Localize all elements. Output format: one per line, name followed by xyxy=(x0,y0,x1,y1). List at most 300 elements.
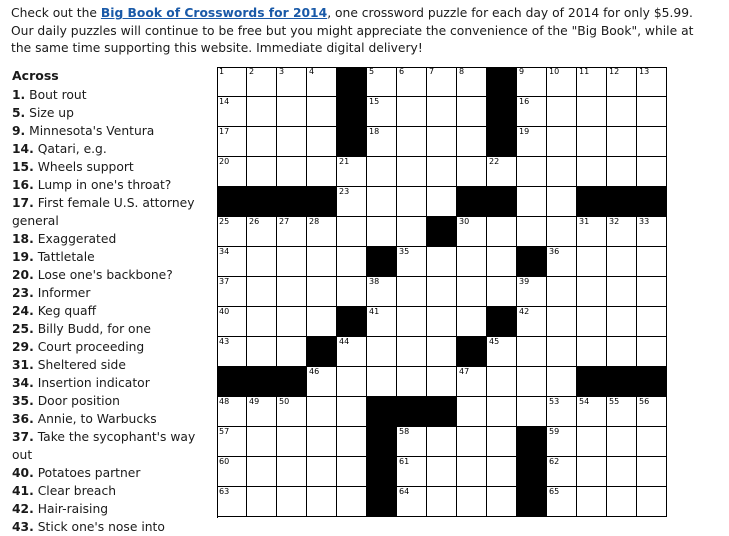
grid-cell[interactable] xyxy=(577,67,607,97)
cell-number: 32 xyxy=(609,217,620,226)
grid-cell[interactable] xyxy=(397,487,427,517)
grid-cell[interactable] xyxy=(547,307,577,337)
cell-number: 65 xyxy=(549,487,560,496)
clue-item[interactable] xyxy=(12,86,207,104)
grid-cell[interactable] xyxy=(607,247,637,277)
grid-cell[interactable] xyxy=(487,247,517,277)
grid-block xyxy=(637,187,667,217)
grid-cell[interactable] xyxy=(517,397,547,427)
grid-cell[interactable] xyxy=(577,337,607,367)
grid-cell[interactable] xyxy=(337,337,367,367)
grid-cell[interactable] xyxy=(397,367,427,397)
grid-block xyxy=(247,187,277,217)
grid-cell[interactable] xyxy=(517,187,547,217)
grid-cell[interactable] xyxy=(547,187,577,217)
clue-item[interactable] xyxy=(12,230,207,248)
cell-number: 11 xyxy=(579,67,590,76)
grid-cell[interactable] xyxy=(397,157,427,187)
cell-number: 40 xyxy=(219,307,230,316)
cell-number: 18 xyxy=(369,127,380,136)
grid-block xyxy=(397,397,427,427)
grid-cell[interactable] xyxy=(427,367,457,397)
grid-cell[interactable] xyxy=(487,157,517,187)
grid-cell[interactable] xyxy=(487,487,517,517)
clue-text: Annie, to Warbucks xyxy=(33,412,157,426)
grid-cell[interactable] xyxy=(457,277,487,307)
grid-cell[interactable] xyxy=(397,187,427,217)
grid-cell[interactable] xyxy=(547,397,577,427)
cell-number: 44 xyxy=(339,337,350,346)
cell-number: 26 xyxy=(249,217,260,226)
cell-number: 53 xyxy=(549,397,560,406)
clue-text: Billy Budd, for one xyxy=(33,322,151,336)
grid-cell[interactable] xyxy=(217,97,247,127)
grid-block xyxy=(487,187,517,217)
grid-cell[interactable] xyxy=(397,247,427,277)
grid-cell[interactable] xyxy=(277,487,307,517)
clue-text: Minnesota's Ventura xyxy=(25,124,155,138)
grid-block xyxy=(517,247,547,277)
cell-number: 3 xyxy=(279,67,285,76)
grid-cell[interactable] xyxy=(337,277,367,307)
grid-cell[interactable] xyxy=(427,487,457,517)
cell-number: 56 xyxy=(639,397,650,406)
clue-item[interactable] xyxy=(12,194,207,230)
grid-cell[interactable] xyxy=(547,157,577,187)
grid-cell[interactable] xyxy=(577,397,607,427)
grid-cell[interactable] xyxy=(307,157,337,187)
clue-item[interactable] xyxy=(12,122,207,140)
grid-cell[interactable] xyxy=(637,67,667,97)
grid-cell[interactable] xyxy=(637,307,667,337)
grid-cell[interactable] xyxy=(457,97,487,127)
clue-item[interactable] xyxy=(12,248,207,266)
grid-cell[interactable] xyxy=(427,187,457,217)
grid-cell[interactable] xyxy=(547,217,577,247)
cell-number: 35 xyxy=(399,247,410,256)
grid-cell[interactable] xyxy=(337,457,367,487)
clue-item[interactable] xyxy=(12,320,207,338)
grid-cell[interactable] xyxy=(517,67,547,97)
grid-cell[interactable] xyxy=(427,277,457,307)
grid-block xyxy=(607,367,637,397)
clue-number: 14. xyxy=(12,142,34,156)
grid-cell[interactable] xyxy=(307,217,337,247)
grid-cell[interactable] xyxy=(487,277,517,307)
grid-cell[interactable] xyxy=(277,247,307,277)
grid-cell[interactable] xyxy=(427,67,457,97)
grid-cell[interactable] xyxy=(217,457,247,487)
grid-cell[interactable] xyxy=(337,187,367,217)
grid-block xyxy=(637,367,667,397)
grid-block xyxy=(457,187,487,217)
cell-number: 33 xyxy=(639,217,650,226)
clue-item[interactable] xyxy=(12,302,207,320)
cell-number: 39 xyxy=(519,277,530,286)
cell-number: 27 xyxy=(279,217,290,226)
grid-block xyxy=(367,397,397,427)
grid-cell[interactable] xyxy=(397,307,427,337)
grid-cell[interactable] xyxy=(277,277,307,307)
grid-cell[interactable] xyxy=(457,367,487,397)
cell-number: 19 xyxy=(519,127,530,136)
grid-block xyxy=(487,67,517,97)
grid-cell[interactable] xyxy=(217,157,247,187)
grid-cell[interactable] xyxy=(577,277,607,307)
grid-cell[interactable] xyxy=(517,217,547,247)
grid-cell[interactable] xyxy=(367,367,397,397)
grid-block xyxy=(307,187,337,217)
cell-number: 43 xyxy=(219,337,230,346)
grid-block xyxy=(367,247,397,277)
grid-cell[interactable] xyxy=(547,97,577,127)
grid-cell[interactable] xyxy=(607,307,637,337)
grid-cell[interactable] xyxy=(367,337,397,367)
grid-cell[interactable] xyxy=(547,247,577,277)
grid-cell[interactable] xyxy=(547,427,577,457)
clue-text: Qatari, e.g. xyxy=(33,142,107,156)
grid-cell[interactable] xyxy=(517,157,547,187)
grid-cell[interactable] xyxy=(367,307,397,337)
clue-number: 43. xyxy=(12,520,34,534)
cell-number: 48 xyxy=(219,397,230,406)
clue-text: Take the sycophant's way out xyxy=(12,430,196,462)
grid-cell[interactable] xyxy=(517,97,547,127)
grid-cell[interactable] xyxy=(247,127,277,157)
grid-cell[interactable] xyxy=(457,127,487,157)
cell-number: 9 xyxy=(519,67,525,76)
grid-cell[interactable] xyxy=(247,277,277,307)
grid-cell[interactable] xyxy=(577,247,607,277)
grid-block xyxy=(367,487,397,517)
cell-number: 22 xyxy=(489,157,500,166)
grid-cell[interactable] xyxy=(487,427,517,457)
grid-cell[interactable] xyxy=(577,487,607,517)
grid-cell[interactable] xyxy=(457,157,487,187)
grid-cell[interactable] xyxy=(217,217,247,247)
clue-item[interactable] xyxy=(12,104,207,122)
grid-cell[interactable] xyxy=(247,487,277,517)
big-book-link[interactable]: Big Book of Crosswords for 2014 xyxy=(100,6,328,20)
grid-cell[interactable] xyxy=(337,427,367,457)
grid-cell[interactable] xyxy=(637,397,667,427)
grid-cell[interactable] xyxy=(277,307,307,337)
grid-cell[interactable] xyxy=(517,277,547,307)
clue-item[interactable] xyxy=(12,464,207,482)
clue-item[interactable] xyxy=(12,266,207,284)
grid-cell[interactable] xyxy=(607,127,637,157)
grid-cell[interactable] xyxy=(307,67,337,97)
grid-cell[interactable] xyxy=(247,67,277,97)
clue-item[interactable] xyxy=(12,500,207,518)
grid-cell[interactable] xyxy=(607,427,637,457)
grid-cell[interactable] xyxy=(457,397,487,427)
grid-cell[interactable] xyxy=(427,337,457,367)
grid-cell[interactable] xyxy=(457,487,487,517)
grid-cell[interactable] xyxy=(307,307,337,337)
grid-cell[interactable] xyxy=(397,337,427,367)
grid-cell[interactable] xyxy=(637,217,667,247)
cell-number: 61 xyxy=(399,457,410,466)
grid-cell[interactable] xyxy=(247,457,277,487)
cell-number: 45 xyxy=(489,337,500,346)
cell-number: 31 xyxy=(579,217,590,226)
clue-item[interactable] xyxy=(12,140,207,158)
grid-cell[interactable] xyxy=(307,277,337,307)
grid-cell[interactable] xyxy=(487,337,517,367)
grid-cell[interactable] xyxy=(277,127,307,157)
grid-cell[interactable] xyxy=(457,457,487,487)
grid-cell[interactable] xyxy=(577,457,607,487)
cell-number: 50 xyxy=(279,397,290,406)
grid-cell[interactable] xyxy=(457,427,487,457)
grid-cell[interactable] xyxy=(637,427,667,457)
grid-cell[interactable] xyxy=(307,367,337,397)
grid-cell[interactable] xyxy=(247,337,277,367)
grid-cell[interactable] xyxy=(547,337,577,367)
grid-cell[interactable] xyxy=(247,157,277,187)
grid-block xyxy=(307,337,337,367)
grid-cell[interactable] xyxy=(307,487,337,517)
clue-number: 23. xyxy=(12,286,34,300)
grid-cell[interactable] xyxy=(607,67,637,97)
grid-cell[interactable] xyxy=(637,97,667,127)
cell-number: 47 xyxy=(459,367,470,376)
grid-cell[interactable] xyxy=(637,157,667,187)
cell-number: 15 xyxy=(369,97,380,106)
grid-cell[interactable] xyxy=(337,157,367,187)
grid-cell[interactable] xyxy=(637,127,667,157)
clue-item[interactable] xyxy=(12,338,207,356)
clue-item[interactable] xyxy=(12,392,207,410)
grid-block xyxy=(217,187,247,217)
grid-cell[interactable] xyxy=(337,397,367,427)
grid-cell[interactable] xyxy=(547,367,577,397)
clue-item[interactable] xyxy=(12,428,207,464)
grid-cell[interactable] xyxy=(217,127,247,157)
clue-item[interactable] xyxy=(12,374,207,392)
grid-cell[interactable] xyxy=(457,307,487,337)
grid-cell[interactable] xyxy=(247,97,277,127)
grid-cell[interactable] xyxy=(637,487,667,517)
grid-cell[interactable] xyxy=(427,127,457,157)
clue-number: 20. xyxy=(12,268,34,282)
grid-block xyxy=(487,307,517,337)
grid-cell[interactable] xyxy=(367,217,397,247)
grid-cell[interactable] xyxy=(577,127,607,157)
cell-number: 54 xyxy=(579,397,590,406)
grid-cell[interactable] xyxy=(367,67,397,97)
grid-cell[interactable] xyxy=(307,427,337,457)
grid-cell[interactable] xyxy=(637,457,667,487)
grid-cell[interactable] xyxy=(397,277,427,307)
grid-cell[interactable] xyxy=(607,397,637,427)
grid-cell[interactable] xyxy=(457,217,487,247)
clue-number: 29. xyxy=(12,340,34,354)
grid-block xyxy=(487,97,517,127)
grid-cell[interactable] xyxy=(427,427,457,457)
grid-cell[interactable] xyxy=(247,217,277,247)
grid-block xyxy=(367,427,397,457)
grid-cell[interactable] xyxy=(427,307,457,337)
grid-cell[interactable] xyxy=(547,67,577,97)
grid-cell[interactable] xyxy=(367,277,397,307)
cell-number: 16 xyxy=(519,97,530,106)
grid-cell[interactable] xyxy=(577,97,607,127)
grid-cell[interactable] xyxy=(247,397,277,427)
grid-cell[interactable] xyxy=(247,427,277,457)
grid-cell[interactable] xyxy=(337,217,367,247)
grid-cell[interactable] xyxy=(277,337,307,367)
grid-cell[interactable] xyxy=(277,157,307,187)
clue-number: 31. xyxy=(12,358,34,372)
cell-number: 8 xyxy=(459,67,465,76)
clue-number: 24. xyxy=(12,304,34,318)
grid-cell[interactable] xyxy=(637,247,667,277)
grid-cell[interactable] xyxy=(427,247,457,277)
grid-cell[interactable] xyxy=(547,127,577,157)
grid-cell[interactable] xyxy=(517,307,547,337)
grid-cell[interactable] xyxy=(217,67,247,97)
grid-cell[interactable] xyxy=(307,247,337,277)
grid-cell[interactable] xyxy=(457,67,487,97)
grid-cell[interactable] xyxy=(517,367,547,397)
grid-cell[interactable] xyxy=(517,337,547,367)
grid-cell[interactable] xyxy=(307,127,337,157)
grid-cell[interactable] xyxy=(637,337,667,367)
clue-number: 16. xyxy=(12,178,34,192)
grid-cell[interactable] xyxy=(547,277,577,307)
grid-cell[interactable] xyxy=(427,457,457,487)
grid-cell[interactable] xyxy=(577,157,607,187)
cell-number: 28 xyxy=(309,217,320,226)
grid-cell[interactable] xyxy=(217,487,247,517)
clue-number: 15. xyxy=(12,160,34,174)
grid-cell[interactable] xyxy=(247,307,277,337)
grid-cell[interactable] xyxy=(277,67,307,97)
grid-block xyxy=(577,367,607,397)
grid-cell[interactable] xyxy=(367,187,397,217)
grid-cell[interactable] xyxy=(607,457,637,487)
grid-cell[interactable] xyxy=(367,97,397,127)
grid-block xyxy=(277,187,307,217)
grid-cell[interactable] xyxy=(637,277,667,307)
grid-cell[interactable] xyxy=(397,427,427,457)
grid-cell[interactable] xyxy=(337,487,367,517)
grid-cell[interactable] xyxy=(607,157,637,187)
clue-number: 25. xyxy=(12,322,34,336)
clue-item[interactable] xyxy=(12,482,207,500)
clue-number: 41. xyxy=(12,484,34,498)
clue-text: Lose one's backbone? xyxy=(33,268,173,282)
grid-cell[interactable] xyxy=(367,127,397,157)
grid-cell[interactable] xyxy=(217,397,247,427)
grid-block xyxy=(337,307,367,337)
cell-number: 2 xyxy=(249,67,255,76)
cell-number: 7 xyxy=(429,67,435,76)
cell-number: 12 xyxy=(609,67,620,76)
grid-cell[interactable] xyxy=(487,457,517,487)
grid-cell[interactable] xyxy=(487,367,517,397)
grid-cell[interactable] xyxy=(277,427,307,457)
cell-number: 62 xyxy=(549,457,560,466)
grid-cell[interactable] xyxy=(307,457,337,487)
clue-number: 35. xyxy=(12,394,34,408)
grid-cell[interactable] xyxy=(397,67,427,97)
clue-item[interactable] xyxy=(12,176,207,194)
clue-item[interactable] xyxy=(12,284,207,302)
clue-number: 36. xyxy=(12,412,34,426)
grid-cell[interactable] xyxy=(277,397,307,427)
clue-item[interactable] xyxy=(12,410,207,428)
grid-cell[interactable] xyxy=(247,247,277,277)
cell-number: 59 xyxy=(549,427,560,436)
clue-item[interactable] xyxy=(12,356,207,374)
grid-cell[interactable] xyxy=(397,457,427,487)
cell-number: 10 xyxy=(549,67,560,76)
grid-cell[interactable] xyxy=(277,457,307,487)
grid-cell[interactable] xyxy=(427,97,457,127)
grid-cell[interactable] xyxy=(397,217,427,247)
cell-number: 55 xyxy=(609,397,620,406)
grid-cell[interactable] xyxy=(577,307,607,337)
grid-cell[interactable] xyxy=(517,127,547,157)
grid-cell[interactable] xyxy=(457,247,487,277)
grid-cell[interactable] xyxy=(337,247,367,277)
grid-cell[interactable] xyxy=(397,127,427,157)
clue-number: 1. xyxy=(12,88,26,102)
grid-cell[interactable] xyxy=(397,97,427,127)
clue-text: Clear breach xyxy=(33,484,117,498)
grid-cell[interactable] xyxy=(217,307,247,337)
grid-cell[interactable] xyxy=(547,457,577,487)
clue-text: Informer xyxy=(33,286,91,300)
grid-cell[interactable] xyxy=(337,367,367,397)
cell-number: 36 xyxy=(549,247,560,256)
clue-item[interactable] xyxy=(12,518,207,536)
grid-cell[interactable] xyxy=(607,487,637,517)
cell-number: 20 xyxy=(219,157,230,166)
grid-cell[interactable] xyxy=(217,247,247,277)
grid-cell[interactable] xyxy=(607,277,637,307)
clue-number: 40. xyxy=(12,466,34,480)
grid-cell[interactable] xyxy=(607,337,637,367)
grid-block xyxy=(337,127,367,157)
grid-cell[interactable] xyxy=(217,427,247,457)
grid-cell[interactable] xyxy=(607,217,637,247)
grid-cell[interactable] xyxy=(217,337,247,367)
grid-cell[interactable] xyxy=(307,97,337,127)
grid-cell[interactable] xyxy=(427,157,457,187)
grid-cell[interactable] xyxy=(277,97,307,127)
across-heading: Across xyxy=(12,68,59,83)
grid-cell[interactable] xyxy=(547,487,577,517)
grid-cell[interactable] xyxy=(217,277,247,307)
clue-item[interactable] xyxy=(12,158,207,176)
grid-block xyxy=(337,97,367,127)
grid-cell[interactable] xyxy=(577,217,607,247)
grid-cell[interactable] xyxy=(487,397,517,427)
grid-cell[interactable] xyxy=(577,427,607,457)
intro-text-after: , one crossword puzzle for each day of 2014 for only $5.99. Our daily puzzles will continue to be free but you might appreciate the convenience of the "Big Book", while at the same time supporting this website. Immediate digital delivery! xyxy=(11,6,694,55)
grid-cell[interactable] xyxy=(607,97,637,127)
grid-cell[interactable] xyxy=(277,217,307,247)
grid-cell[interactable] xyxy=(307,397,337,427)
clue-text: Lump in one's throat? xyxy=(33,178,172,192)
cell-number: 4 xyxy=(309,67,315,76)
grid-cell[interactable] xyxy=(367,157,397,187)
grid-cell[interactable] xyxy=(487,217,517,247)
